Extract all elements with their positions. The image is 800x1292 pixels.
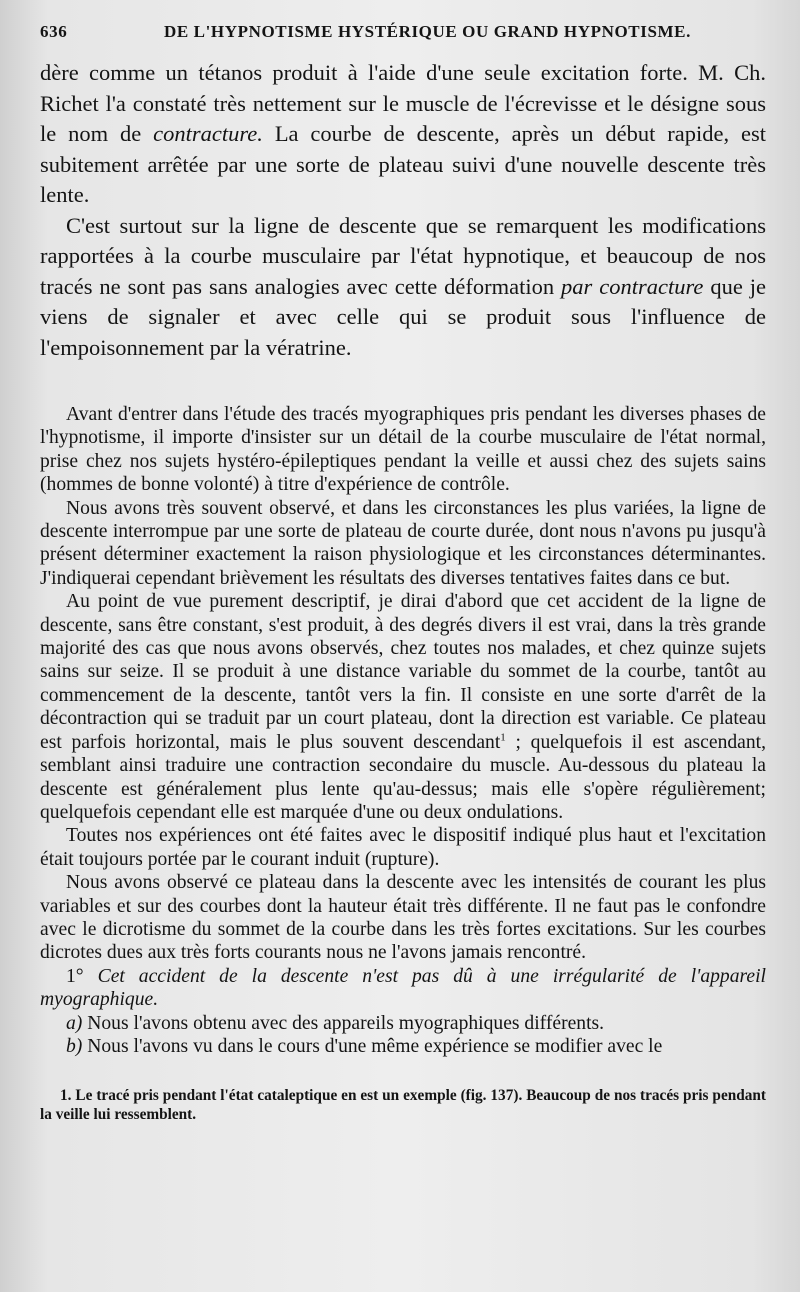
page-number: 636 — [40, 22, 68, 41]
paragraph-continuation: dère comme un tétanos produit à l'aide d'une seule excitation forte. M. Ch. Richet l'a constaté très nettement sur le muscle de l'écrevisse et le désigne sous le nom de contracture. La courbe de descente, après un début rapide, est subitement arrêtée par une sorte de plateau suivi d'une nouvelle descente très lente. — [40, 60, 766, 207]
running-title: DE L'HYPNOTISME HYSTÉRIQUE OU GRAND HYPNOTISME. — [164, 22, 691, 41]
large-text-block — [40, 58, 766, 363]
paragraph-intensities: Nous avons observé ce plateau dans la descente avec les intensités de courant les plus variables et sur des courbes dont la hauteur était très différente. Il ne faut pas le confondre avec le dicrotisme du sommet de la courbe dans les très fortes excitations. Sur les courbes dicrotes dues aux très forts courants nous ne l'avons jamais rencontré. — [40, 872, 766, 964]
paragraph-intro: Avant d'entrer dans l'étude des tracés myographiques pris pendant les diverses phases de l'hypnotisme, il importe d'insister sur un détail de la courbe musculaire de l'état normal, prise chez nos sujets hystéro-épileptiques pendant la veille et aussi chez des sujets sains (hommes de bonne volonté) à titre d'expérience de contrôle. — [40, 404, 766, 496]
item-a: a) Nous l'avons obtenu avec des appareils myographiques différents. — [66, 1012, 605, 1034]
running-header — [40, 22, 766, 52]
paragraph-descent-line: C'est surtout sur la ligne de descente que se remarquent les modifications rapportées à la courbe musculaire par l'état hypnotique, et beaucoup de nos tracés ne sont pas sans analogies avec cette déformation par contracture que je viens de signaler et avec celle qui se produit sous l'influence de l'empoisonnement par la vératrine. — [40, 212, 766, 360]
footnote: 1. Le tracé pris pendant l'état cataleptique en est un exemple (fig. 137). Beaucoup de nos tracés pris pendant la veille lui ressemblent. — [40, 1087, 766, 1124]
small-text-block — [40, 403, 766, 1058]
paragraph-plateau: Nous avons très souvent observé, et dans les circonstances les plus variées, la ligne de descente interrompue par une sorte de plateau de courte durée, dont nous n'avons pu jusqu'à présent déterminer exactement la raison physiologique et les circonstances déterminantes. J'indiquerai cependant brièvement les résultats des diverses tentatives faites dans ce but. — [40, 497, 766, 589]
footnote-marker: 1 — [500, 731, 506, 744]
paragraph-descriptive: Au point de vue purement descriptif, je dirai d'abord que cet accident de la ligne de descente, sans être constant, s'est produit, à des degrés divers il est vrai, dans la très grande majorité des cas que nous avons observés, chez toutes nos malades, et chez quinze sujets sains sur seize. Il se produit à une distance variable du sommet de la courbe, tantôt au commencement de la descente, tantôt vers la fin. Il consiste en une sorte d'arrêt de la décontraction qui se traduit par un court plateau, dont la direction est variable. Ce plateau est parfois horizontal, mais le plus souvent descendant$^1$ ; quelquefois il est ascendant, semblant ainsi traduire une contraction secondaire du muscle. Au-dessous du plateau la descente est généralement plus lente qu'au-dessus; mais elle s'opère régulièrement; quelquefois cependant elle est marquée d'une ou deux ondulations. — [40, 591, 767, 823]
paragraph-experiments: Toutes nos expériences ont été faites avec le dispositif indiqué plus haut et l'excitation était toujours portée par le courant induit (rupture). — [40, 825, 766, 870]
item-b: b) Nous l'avons vu dans le cours d'une même expérience se modifier avec le — [66, 1035, 663, 1057]
numbered-heading-1: 1° Cet accident de la descente n'est pas dû à une irrégularité de l'appareil myographique. — [40, 965, 767, 1011]
